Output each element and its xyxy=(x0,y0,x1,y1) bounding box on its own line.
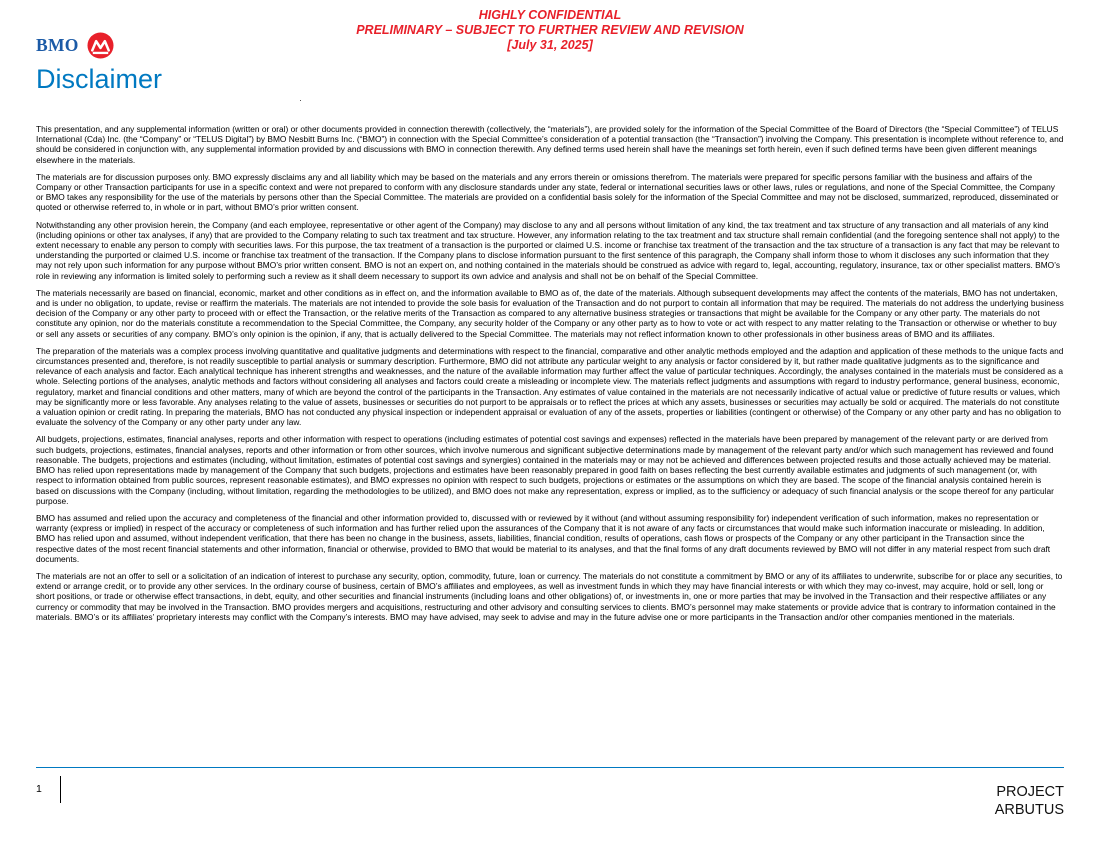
project-name xyxy=(995,783,1064,819)
page-number-separator xyxy=(60,776,61,803)
disclaimer-paragraph: The materials are for discussion purposes only. BMO expressly disclaims any and all liability which may be based on the materials and any errors therein or omissions therefrom. The materials were prepared for specific persons familiar with the business and affairs of the Company or other Transaction participants for use in a specific context and were not prepared to conform with any disclosure standards under any state, federal or international securities laws or other laws, rules or regulations, and none of the Special Committee, the Company or BMO takes any responsibility for the use of the materials by persons other than the Special Committee. The materials are provided on a confidential basis solely for the information of the Special Committee and may not be disclosed, summarized, reproduced, disseminated or quoted or otherwise referred to, in whole or in part, without BMO’s prior written consent. xyxy=(36,171,1059,213)
footer-divider xyxy=(36,767,1064,768)
disclaimer-paragraph: BMO has assumed and relied upon the accuracy and completeness of the financial and other information provided to, discussed with or reviewed by it without (and without assuming responsibility for) independent verification of such information, makes no representation or warranty (express or implied) in respect of the accuracy or completeness of such information and has further relied upon the assurances of the Company that it is not aware of any facts or circumstances that would make such information inaccurate or misleading. In addition, BMO has relied upon and assumed, without independent verification, that there has been no change in the business, assets, liabilities, financial condition, results of operations, cash flows or prospects of the Company or any other participant in the Transaction since the respective dates of the most recent financial statements and other information, financial or otherwise, provided to BMO that would be material to its analyses, and that the final forms of any draft documents reviewed by BMO will not differ in any material respect from such draft documents. xyxy=(36,512,1051,564)
bmo-logo xyxy=(36,31,114,59)
confidentiality-line-1: HIGHLY CONFIDENTIAL xyxy=(478,8,622,22)
page-title: Disclaimer xyxy=(36,64,163,94)
disclaimer-paragraph: This presentation, and any supplemental information (written or oral) or other documents provided in connection therewith (collectively, the “materials”), are provided solely for the information of the Special Committee of the Board of Directors (the “Special Committee”) of TELUS International (Cda) Inc. (the “Company” or “TELUS Digital”) by BMO Nesbitt Burns Inc. (“BMO”) in connection with the Special Committee’s consideration of a potential transaction (the “Transaction”) involving the Company. This presentation is incomplete without reference to, and should be considered in conjunction with, any supplemental information provided by and discussions with BMO in connection therewith. Any defined terms used herein shall have the meanings set forth herein, even if such defined terms have been given different meanings elsewhere in the materials. xyxy=(36,124,1064,165)
confidentiality-notice xyxy=(300,8,800,53)
confidentiality-line-2: PRELIMINARY – SUBJECT TO FURTHER REVIEW AND REVISION xyxy=(356,23,744,37)
project-name-line-2: ARBUTUS xyxy=(994,802,1064,818)
disclaimer-paragraph: The preparation of the materials was a complex process involving quantitative and qualitative judgments and determinations with respect to the financial, comparative and other analytic methods employed and the adaption and application of these methods to the unique facts and circumstances presented and, therefore, is not readily susceptible to partial analysis or summary description. Furthermore, BMO did not attribute any particular weight to any analysis or factor considered by it, but rather made qualitative judgments as to the significance and relevance of each analysis and factor. Each analytical technique has inherent strengths and weaknesses, and the nature of the available information may further affect the value of particular techniques. Accordingly, the analyses contained in the materials must be considered as a whole. Selecting portions of the analyses, analytic methods and factors without considering all analyses and factors could create a misleading or incomplete view. The materials reflect judgments and assumptions with regard to industry performance, general business, economic, regulatory, market and financial conditions and other matters, many of which are beyond the control of the participants in the Transaction. Any estimates of value contained in the materials are not necessarily indicative of actual value or predictive of future results or values, which may be significantly more or less favorable. Any analyses relating to the value of assets, businesses or securities do not purport to be appraisals or to reflect the prices at which any assets, businesses or securities may actually be sold or acquired. The materials do not constitute a valuation opinion or credit rating. In preparing the materials, BMO has not conducted any physical inspection or independent appraisal or evaluation of any of the assets, properties or liabilities (contingent or otherwise) of the Company or any other party and has no obligation to evaluate the solvency of the Company or any other party under any law. xyxy=(36,345,1064,428)
disclaimer-paragraph: Notwithstanding any other provision herein, the Company (and each employee, representative or other agent of the Company) may disclose to any and all persons without limitation of any kind, the tax treatment and tax structure of any transaction and all materials of any kind (including opinions or other tax analyses, if any) that are provided to the Company relating to such tax treatment and tax structure. However, any information relating to the tax treatment and tax structure shall remain confidential (and the foregoing sentence shall not apply) to the extent necessary to enable any person to comply with securities laws. For this purpose, the tax treatment of a transaction is the purported or claimed U.S. income or franchise tax treatment of the transaction and the tax structure of a transaction is any fact that may be relevant to understanding the purported or claimed U.S. income or franchise tax treatment of the transaction. If the Company plans to disclose information pursuant to the first sentence of this paragraph, the Company shall inform those to whom it discloses any such information that they may not rely upon such information for any purpose without BMO’s prior written consent. BMO is not an expert on, and nothing contained in the materials should be construed as advice with regard to, legal, accounting, regulatory, insurance, tax or other specialist matters. BMO’s role in reviewing any information is limited solely to performing such a review as it shall deem necessary to support its own advice and analysis and shall not be on behalf of the Special Committee. xyxy=(36,219,1061,281)
disclaimer-paragraph: The materials necessarily are based on financial, economic, market and other conditions as in effect on, and the information available to BMO as of, the date of the materials. Although subsequent developments may affect the contents of the materials, BMO has not undertaken, and is under no obligation, to update, revise or reaffirm the materials. The materials are not intended to provide the sole basis for evaluation of the Transaction and do not purport to contain all information that may be required. The materials do not address the underlying business decision of the Company or any other party to proceed with or effect the Transaction, or the relative merits of the Transaction as compared to any alternative business strategies or transactions that might be available for the Company or any other party. The materials do not constitute any opinion, nor do the materials constitute a recommendation to the Special Committee, the Company, any security holder of the Company or any other party as to how to vote or act with respect to any matter relating to the Transaction or otherwise or whether to buy or sell any assets or securities of any company. BMO’s only opinion is the opinion, if any, that is actually delivered to the Special Committee. The materials may not reflect information known to other professionals in other business areas of BMO and its affiliates. xyxy=(36,287,1064,339)
page-number: 1 xyxy=(36,783,42,795)
disclaimer-body xyxy=(36,124,1064,629)
bmo-roundel-icon xyxy=(87,32,114,59)
disclaimer-paragraph: All budgets, projections, estimates, financial analyses, reports and other information with respect to operations (including estimates of potential cost savings and expenses) reflected in the materials have been prepared by management of the relevant party or are derived from such budgets, projections, estimates, financial analyses, reports and other information or from other sources, which involve numerous and significant subjective determinations made by management of the relevant party and/or which such management has reviewed and found reasonable. The budgets, projections and estimates (including, without limitation, estimates of potential cost savings and synergies) contained in the materials may or may not be achieved and differences between projected results and those actually achieved may be material. BMO has relied upon representations made by management of the Company that such budgets, projections and estimates have been reasonably prepared in good faith on bases reflecting the best currently available estimates and judgments of such management (or, with respect to information obtained from public sources, represent reasonable estimates), and BMO expresses no opinion with respect to such budgets, projections or estimates or the assumptions on which they are based. The scope of the financial analysis contained herein is based on discussions with the Company (including, without limitation, regarding the methodologies to be utilized), and BMO does not make any representation, express or implied, as to the sufficiency or adequacy of such financial analysis or the scope thereof for any particular purpose. xyxy=(36,434,1054,506)
project-name-line-1: PROJECT xyxy=(996,784,1064,800)
disclaimer-paragraph: The materials are not an offer to sell or a solicitation of an indication of interest to purchase any security, option, commodity, future, loan or currency. The materials do not constitute a commitment by BMO or any of its affiliates to underwrite, subscribe for or place any securities, to extend or arrange credit, or to provide any other services. In the ordinary course of business, certain of BMO’s affiliates and employees, as well as investment funds in which they may have financial interests or with which they may co-invest, may acquire, hold or sell, long or short positions, or trade or otherwise effect transactions, in debt, equity, and other securities and financial instruments (including loans and other obligations) of, or investments in, one or more parties that may be involved in the Transaction and their respective affiliates or any currency or commodity that may be involved in the Transaction. BMO provides mergers and acquisitions, restructuring and other advisory and consulting services to clients. BMO’s personnel may make statements or provide advice that is contrary to information contained in the materials. BMO’s or its affiliates’ proprietary interests may conflict with the Company’s interests. BMO may have advised, may seek to advise and may in the future advise one or more participants in the Transaction and/or other companies mentioned in the materials. xyxy=(36,570,1063,622)
stray-dot xyxy=(300,100,301,101)
confidentiality-date: [July 31, 2025] xyxy=(507,38,593,52)
logo-wordmark: BMO xyxy=(36,34,79,55)
